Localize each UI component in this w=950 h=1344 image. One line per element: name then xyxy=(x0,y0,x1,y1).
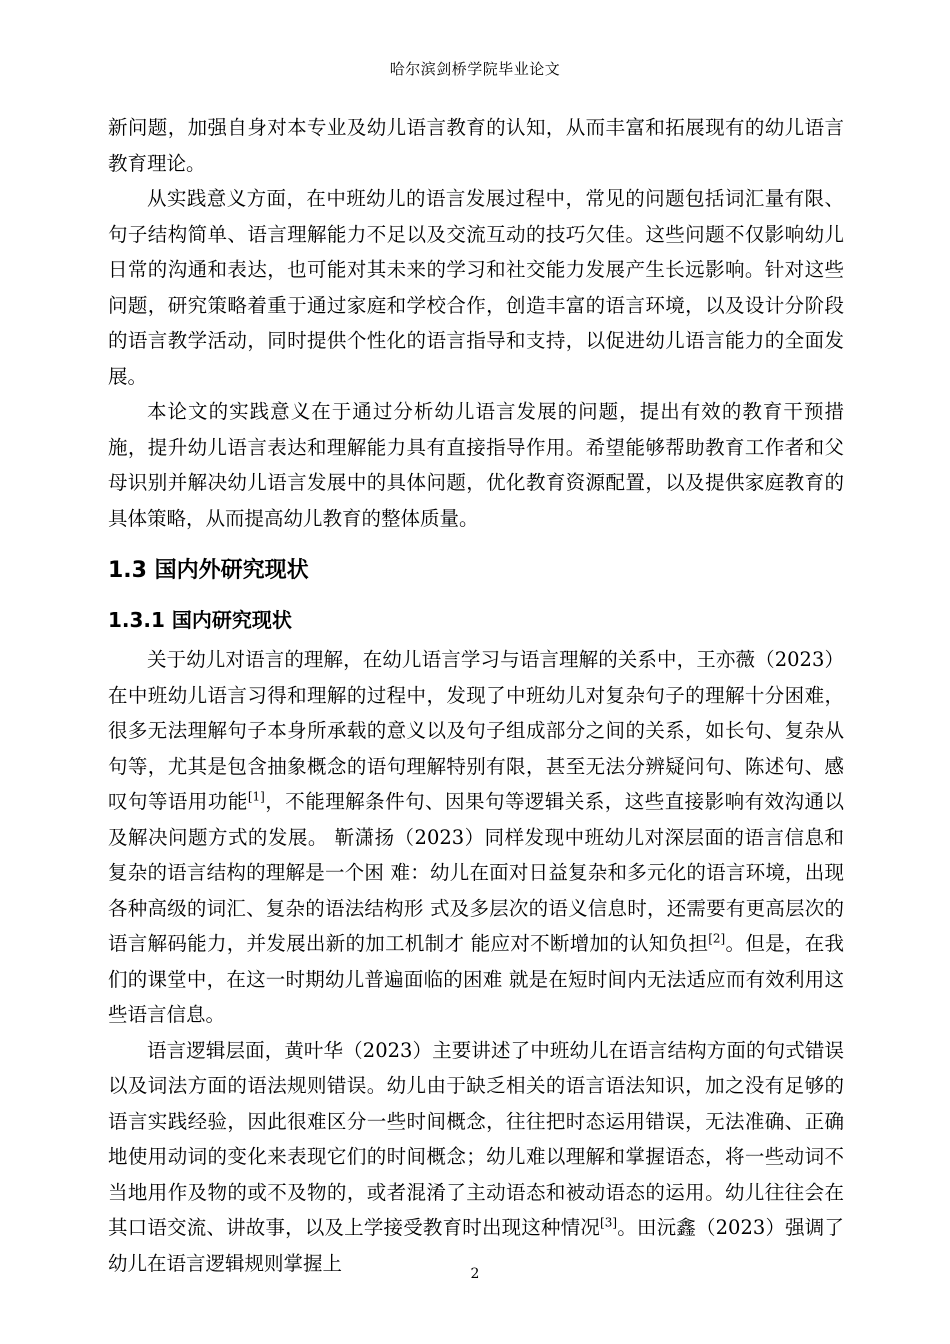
paragraph-1: 新问题，加强自身对本专业及幼儿语言教育的认知，从而丰富和拓展现有的幼儿语言教育理论。 xyxy=(108,116,844,175)
paragraph-4-text-b: ，不能理解条件句、因果句等逻辑关系，这些直接影响有效沟通以及解决问题方式的发展。 靳潇扬（2023）同样发现中班幼儿对深层面的语言信息和复杂的语言结构的理解是一个困 难：幼儿在面对日益复杂和多元化的语言环境，出现各种高级的词汇、复杂的语法结构形 式及多层次的语义信息时，还需要有更高层次的语言解码能力，并发展出新的加工机制才 能应对不断增加的认知负担 xyxy=(108,790,844,955)
citation-ref-2: [2] xyxy=(708,931,726,946)
page-content xyxy=(108,110,844,1281)
paragraph-2: 从实践意义方面，在中班幼儿的语言发展过程中，常见的问题包括词汇量有限、句子结构简单、语言理解能力不足以及交流互动的技巧欠佳。这些问题不仅影响幼儿日常的沟通和表达，也可能对其未来的学习和社交能力发展产生长远影响。针对这些问题，研究策略着重于通过家庭和学校合作，创造丰富的语言环境，以及设计分阶段的语言教学活动，同时提供个性化的语言指导和支持，以促进幼儿语言能力的全面发展。 xyxy=(108,187,844,388)
citation-ref-1: [1] xyxy=(247,789,265,804)
paragraph-5-text-b: 。田沅鑫（2023）强调了幼儿在语言逻辑规则掌握上 xyxy=(108,1216,844,1275)
paragraph-3: 本论文的实践意义在于通过分析幼儿语言发展的问题，提出有效的教育干预措施，提升幼儿语言表达和理解能力具有直接指导作用。希望能够帮助教育工作者和父母识别并解决幼儿语言发展中的具体问题，优化教育资源配置，以及提供家庭教育的具体策略，从而提高幼儿教育的整体质量。 xyxy=(108,400,844,530)
page-header: 哈尔滨剑桥学院毕业论文 xyxy=(389,60,561,78)
paragraph-4-text-a: 关于幼儿对语言的理解，在幼儿语言学习与语言理解的关系中，王亦薇（2023）在中班幼儿语言习得和理解的过程中，发现了中班幼儿对复杂句子的理解十分困难，很多无法理解句子本身所承载的意义以及句子组成部分之间的关系，如长句、复杂从句等，尤其是包含抽象概念的语句理解特别有限，甚至无法分辨疑问句、陈述句、感叹句等语用功能 xyxy=(108,648,844,813)
paragraph-5 xyxy=(108,1033,844,1282)
paragraph-4-text-c: 。但是，在我们的课堂中，在这一时期幼儿普遍面临的困难 就是在短时间内无法适应而有效利用这些语言信息。 xyxy=(108,932,844,1026)
section-heading-1-3: 1.3 国内外研究现状 xyxy=(108,558,309,583)
citation-ref-3: [3] xyxy=(600,1215,618,1230)
section-heading-1-3-1: 1.3.1 国内研究现状 xyxy=(108,608,292,632)
page-number: 2 xyxy=(470,1266,480,1282)
paragraph-4 xyxy=(108,642,844,1033)
paragraph-5-text-a: 语言逻辑层面，黄叶华（2023）主要讲述了中班幼儿在语言结构方面的句式错误以及词法方面的语法规则错误。幼儿由于缺乏相关的语言语法知识，加之没有足够的语言实践经验，因此很难区分一些时间概念，往往把时态运用错误，无法准确、正确地使用动词的变化来表现它们的时间概念；幼儿难以理解和掌握语态，将一些动词不当地用作及物的或不及物的，或者混淆了主动语态和被动语态的运用。幼儿往往会在其口语交流、讲故事，以及上学接受教育时出现这种情况 xyxy=(108,1038,844,1239)
